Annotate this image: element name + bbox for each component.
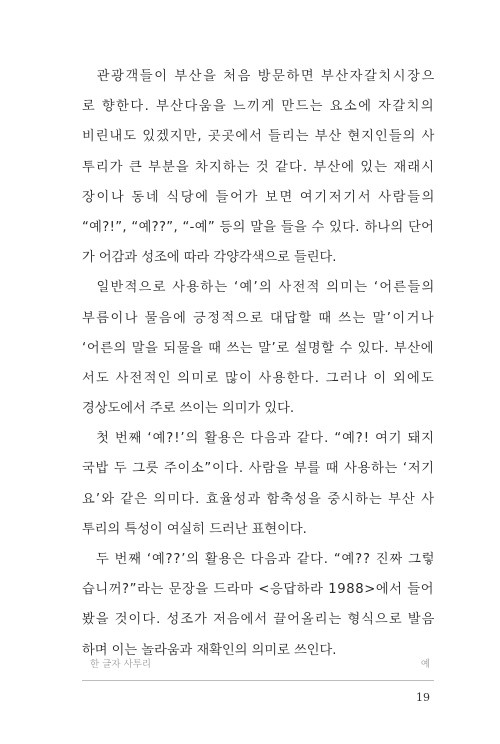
text-line: 로 향한다. 부산다움을 느끼게 만드는 요소에 자갈치의	[82, 99, 436, 115]
text-line: 요’와 같은 의미다. 효율성과 함축성을 중시하는 부산 사	[82, 491, 436, 507]
text-line: 봤을 것이다. 성조가 저음에서 끌어올리는 형식으로 발음	[82, 612, 436, 628]
text-line: 두 번째 ‘예??’의 활용은 다음과 같다. “예?? 진짜 그렇	[82, 552, 436, 567]
text-line: 경상도에서 주로 쓰이는 의미가 있다.	[82, 401, 295, 417]
text-line: 일반적으로 사용하는 ‘예’의 사전적 의미는 ‘어른들의	[82, 280, 436, 296]
running-footer	[82, 656, 434, 672]
text-line: 하며 이는 놀라움과 재확인의 의미로 쓰인다.	[82, 642, 337, 658]
running-chapter: 예	[420, 659, 430, 670]
text-line: 부름이나 물음에 긍정적으로 대답할 때 쓰는 말’이거나	[82, 310, 436, 326]
text-line: ‘어른의 말을 되물을 때 쓰는 말’로 설명할 수 있다. 부산에	[82, 340, 435, 356]
footer-divider	[82, 680, 434, 681]
text-line: 비린내도 있겠지만, 곳곳에서 들리는 부산 현지인들의 사	[82, 129, 436, 145]
text-line: 투리가 큰 부분을 차지하는 것 같다. 부산에 있는 재래시	[82, 159, 436, 175]
text-line: 관광객들이 부산을 처음 방문하면 부산자갈치시장으	[82, 69, 436, 84]
text-line: 서도 사전적인 의미로 많이 사용한다. 그러나 이 외에도	[82, 370, 436, 386]
running-title: 한 글자 사투리	[90, 659, 152, 670]
body-text	[82, 62, 437, 666]
text-line: 가 어감과 성조에 따라 각양각색으로 들린다.	[82, 250, 337, 266]
text-line: 습니꺼?”라는 문장을 드라마 <응답하라 1988>에서 들어	[82, 582, 435, 598]
text-line: 국밥 두 그릇 주이소”이다. 사람을 부를 때 사용하는 ‘저기	[82, 461, 435, 477]
text-line: 첫 번째 ‘예?!’의 활용은 다음과 같다. “예?! 여기 돼지	[82, 431, 435, 447]
text-line: “예?!”, “예??”, “-예” 등의 말을 들을 수 있다. 하나의 단어	[82, 219, 435, 235]
text-line: 투리의 특성이 여실히 드러난 표현이다.	[82, 521, 307, 537]
page-number: 19	[416, 691, 430, 704]
text-line: 장이나 동네 식당에 들어가 보면 여기저기서 사람들의	[82, 189, 437, 205]
